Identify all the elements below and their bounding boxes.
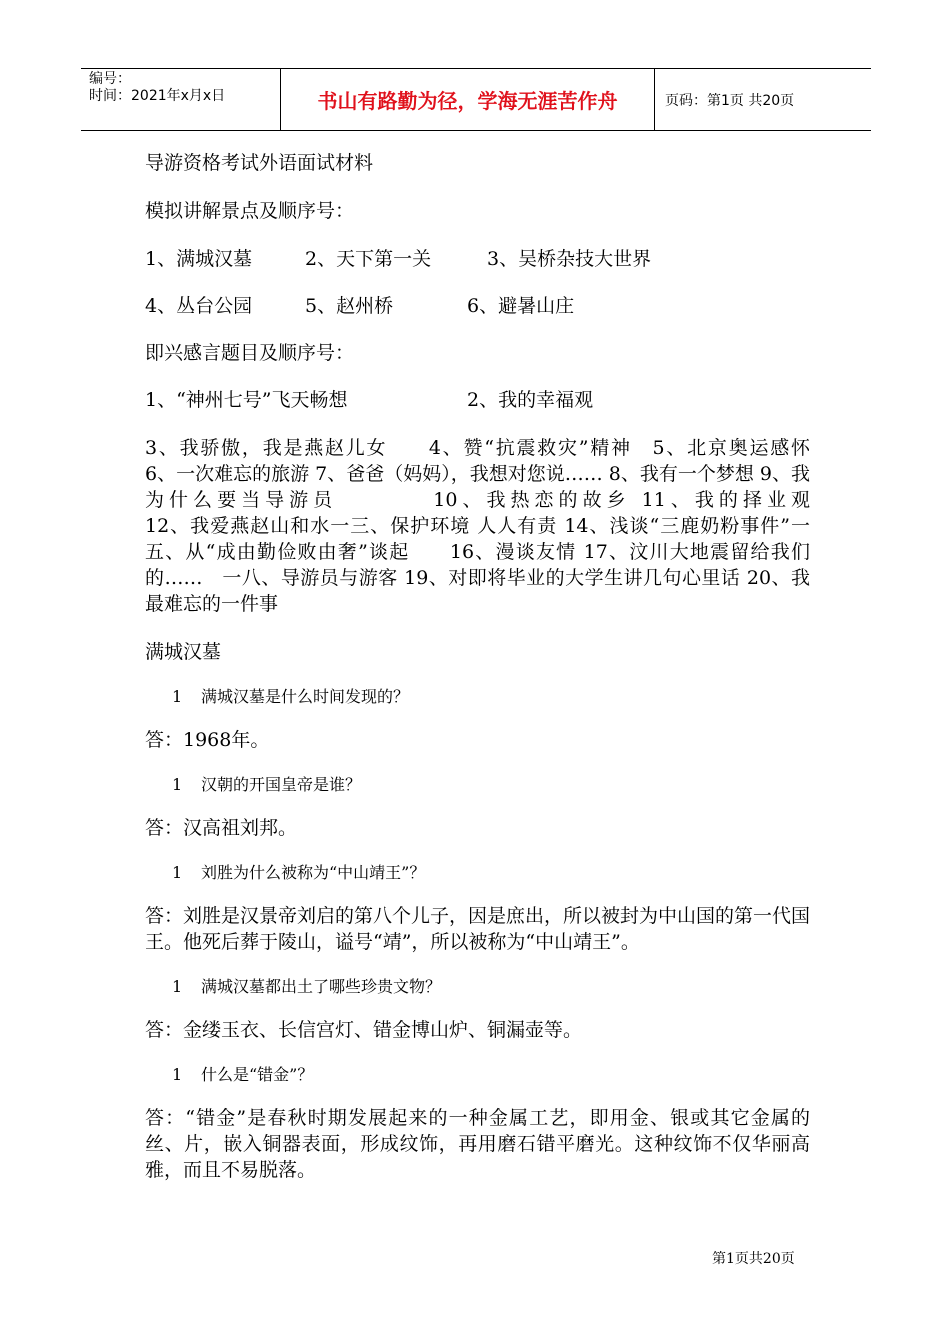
spots-heading: 模拟讲解景点及顺序号： (145, 200, 355, 222)
question-number: 1 (172, 775, 183, 794)
topics-row-1 (145, 387, 810, 413)
document-body (145, 150, 944, 1183)
header-time-label: 时间：2021年x月x日 (89, 88, 226, 104)
answer: 答：1968年。 (145, 729, 270, 751)
question-text: 满城汉墓是什么时间发现的？ (201, 687, 410, 706)
page-footer: 第1页共20页 (712, 1251, 795, 1267)
question-text: 满城汉墓都出土了哪些珍贵文物？ (201, 977, 442, 996)
qa-item (145, 861, 810, 955)
section-title: 满城汉墓 (145, 641, 222, 663)
topic-item: 2、我的幸福观 (467, 389, 594, 411)
header-number-label: 编号： (89, 71, 131, 87)
qa-item (145, 1063, 810, 1183)
header-page-label: 页码：第1页 共20页 (665, 92, 795, 109)
spot-item: 6、避暑山庄 (467, 295, 575, 317)
spot-item: 2、天下第一关 (305, 248, 432, 270)
spots-row-1 (145, 246, 810, 272)
question-number: 1 (172, 1065, 183, 1084)
document-title: 导游资格考试外语面试材料 (145, 152, 374, 174)
spot-item: 5、赵州桥 (305, 295, 394, 317)
question-text: 刘胜为什么被称为“中山靖王”？ (201, 863, 426, 882)
spots-row-2 (145, 293, 810, 319)
topic-item: 1、“神州七号”飞天畅想 (145, 389, 348, 411)
answer: 答：刘胜是汉景帝刘启的第八个儿子，因是庶出，所以被封为中山国的第一代国王。他死后葬于陵山，谥号“靖”，所以被称为“中山靖王”。 (145, 905, 811, 953)
answer: 答：汉高祖刘邦。 (145, 817, 298, 839)
spot-item: 1、满城汉墓 (145, 248, 253, 270)
page-header (81, 68, 871, 131)
question (145, 975, 810, 999)
spot-item: 4、丛台公园 (145, 295, 253, 317)
header-motto: 书山有路勤为径，学海无涯苦作舟 (281, 69, 655, 130)
answer: 答：金缕玉衣、长信宫灯、错金博山炉、铜漏壶等。 (145, 1019, 583, 1041)
topics-heading: 即兴感言题目及顺序号： (145, 342, 355, 364)
question-text: 汉朝的开国皇帝是谁？ (201, 775, 362, 794)
question-number: 1 (172, 977, 183, 996)
question (145, 773, 810, 797)
qa-item (145, 685, 810, 753)
answer: 答：“错金”是春秋时期发展起来的一种金属工艺，即用金、银或其它金属的丝、片，嵌入铜器表面，形成纹饰，再用磨石错平磨光。这种纹饰不仅华丽高雅，而且不易脱落。 (145, 1107, 810, 1181)
qa-item (145, 975, 810, 1043)
question (145, 1063, 810, 1087)
question (145, 685, 810, 709)
question (145, 861, 810, 885)
spot-item: 3、吴桥杂技大世界 (487, 248, 652, 270)
question-number: 1 (172, 687, 183, 706)
question-number: 1 (172, 863, 183, 882)
header-meta (81, 69, 281, 130)
qa-list (145, 685, 810, 1183)
question-text: 什么是“错金”？ (201, 1065, 314, 1084)
qa-item (145, 773, 810, 841)
topics-paragraph: 3、我骄傲，我是燕赵儿女 4、赞“抗震救灾”精神 5、北京奥运感怀 6、一次难忘的旅游 7、爸爸（妈妈），我想对您说…… 8、我有一个梦想 9、我为什么要当导游员 10、我热恋的故乡 11、我的择业观 12、我爱燕赵山和水一三、保护环境 人人有责 14、浅谈“三鹿奶粉事件”一五、从“成由勤俭败由奢”谈起 16、漫谈友情 17、汶川大地震留给我们的…… 一八、导游员与游客 19、对即将毕业的大学生讲几句心里话 20、我最难忘的一件事 (145, 437, 944, 615)
